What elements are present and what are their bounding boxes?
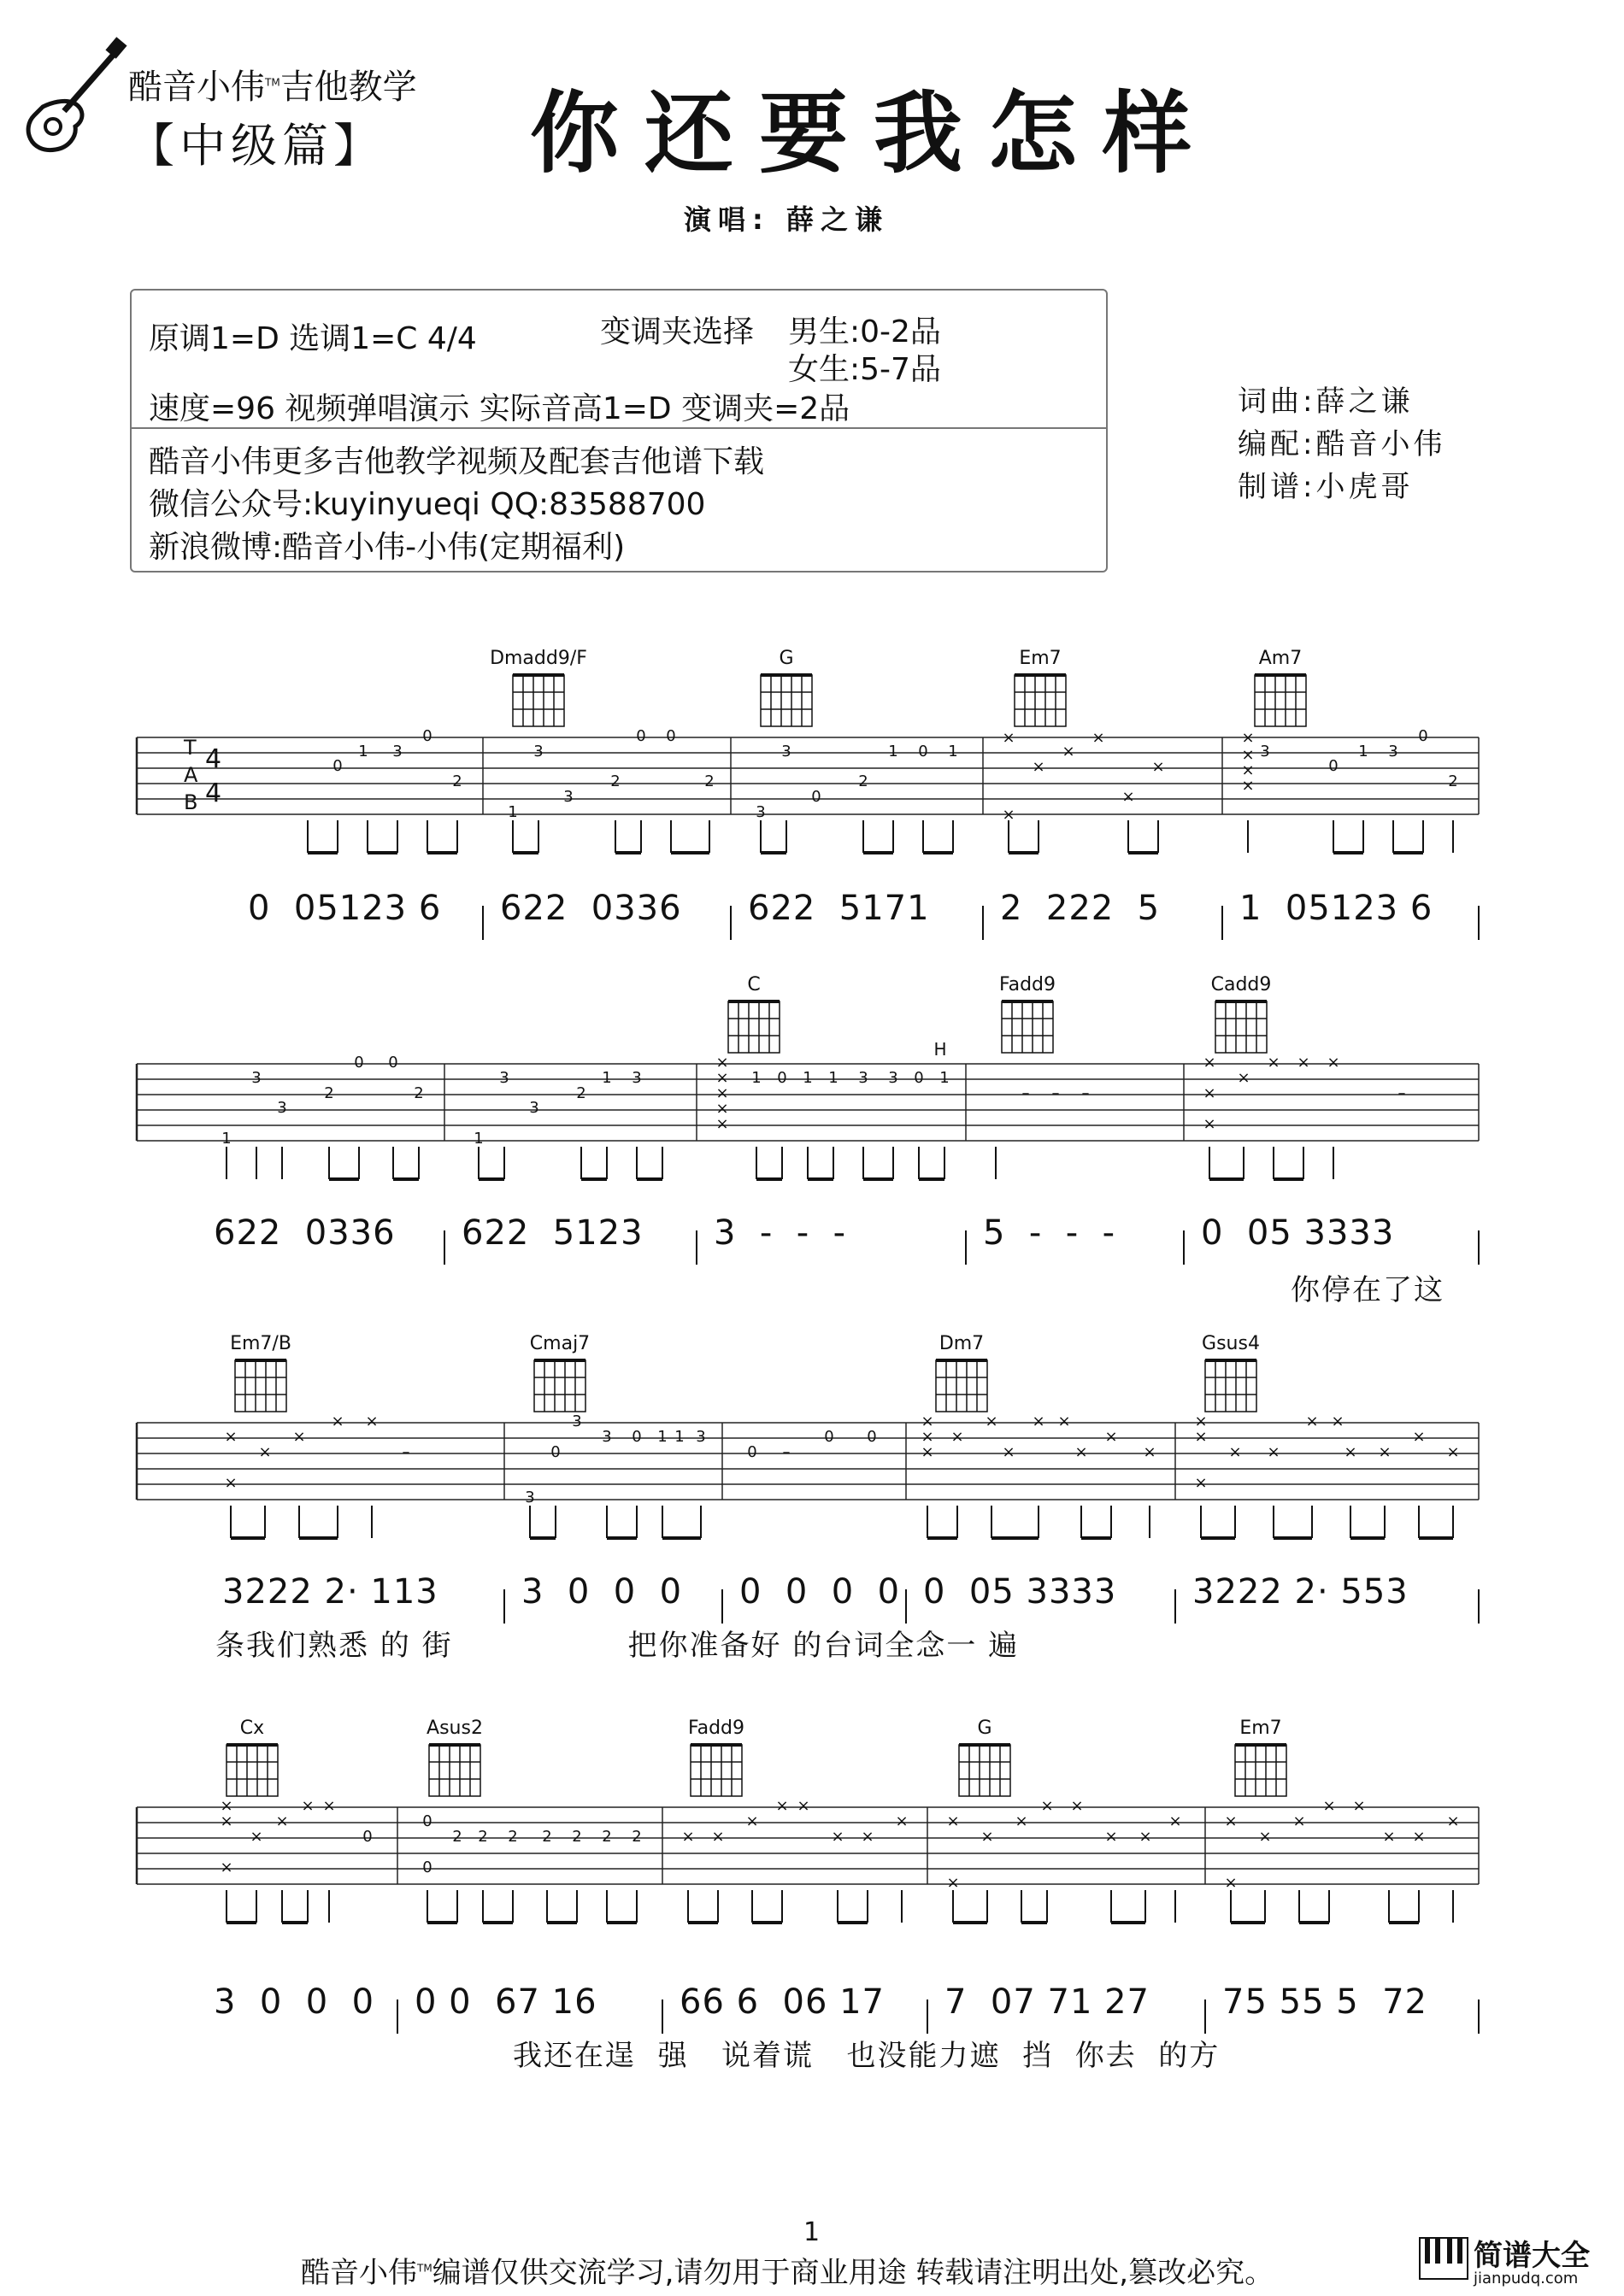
chord-name: Em7/B [230, 1333, 291, 1354]
brand-suffix: 吉他教学 [279, 68, 417, 107]
svg-text:×: × [1143, 1443, 1156, 1461]
svg-text:×: × [980, 1828, 994, 1846]
svg-text:3: 3 [529, 1099, 539, 1117]
svg-text:3: 3 [251, 1069, 262, 1087]
svg-text:0: 0 [747, 1443, 757, 1461]
site-logo[interactable] [1419, 2232, 1621, 2292]
footer-notice: 编谱仅供交流学习,请勿用于商业用途 转载请注明出处,篡改必究。 [432, 2256, 1274, 2290]
jianpu-measure: 75 55 5 72 [1222, 1982, 1428, 2022]
svg-text:3: 3 [1260, 743, 1270, 760]
svg-text:×: × [797, 1797, 810, 1815]
svg-text:×: × [715, 1069, 729, 1087]
svg-text:×: × [1267, 1054, 1280, 1072]
promo-line-3: 新浪微博:酷音小伟-小伟(定期福利) [149, 530, 626, 565]
svg-text:×: × [220, 1812, 233, 1830]
svg-text:×: × [946, 1874, 960, 1892]
svg-text:3: 3 [525, 1489, 535, 1506]
svg-text:1: 1 [602, 1069, 612, 1087]
svg-text:×: × [1104, 1428, 1118, 1446]
lyric-line: 我还在逞 强 说着谎 也没能力遮 挡 你去 的方 [513, 2039, 1221, 2073]
svg-text:×: × [301, 1797, 315, 1815]
chord-diagram [728, 1001, 1267, 1053]
footer-brand: 酷音小伟 [301, 2256, 417, 2290]
svg-text:×: × [861, 1828, 874, 1846]
brand-level: 【中级篇】 [128, 119, 385, 173]
svg-text:1: 1 [803, 1069, 813, 1087]
svg-text:×: × [1237, 1069, 1250, 1087]
chord-name: Cadd9 [1210, 974, 1272, 995]
svg-text:1: 1 [221, 1130, 232, 1148]
svg-text:3: 3 [533, 743, 544, 760]
brand-tm: TM [265, 76, 280, 89]
lyric-line: 你停在了这 [1291, 1273, 1445, 1307]
time-sig-top: 4 [205, 744, 222, 774]
promo-line-2: 微信公众号:kuyinyueqi QQ:83588700 [149, 487, 706, 522]
svg-text:2: 2 [572, 1828, 582, 1846]
svg-text:×: × [1194, 1428, 1208, 1446]
capo-male: 男生:0-2品 [788, 314, 941, 349]
svg-text:H: H [933, 1039, 947, 1060]
svg-text:×: × [220, 1859, 233, 1876]
svg-text:×: × [715, 1084, 729, 1102]
svg-text:1: 1 [751, 1069, 762, 1087]
jianpu-measure: 3222 2· 113 [222, 1572, 438, 1612]
svg-text:×: × [1121, 788, 1135, 806]
chord-name: Fadd9 [687, 1718, 745, 1739]
svg-text:×: × [250, 1828, 263, 1846]
svg-text:×: × [1446, 1443, 1460, 1461]
tab-staff [0, 1709, 1624, 2085]
svg-text:3: 3 [756, 803, 766, 821]
svg-text:×: × [1267, 1443, 1280, 1461]
svg-text:×: × [1352, 1797, 1366, 1815]
svg-text:×: × [1203, 1054, 1216, 1072]
svg-text:3: 3 [277, 1099, 287, 1117]
svg-text:×: × [715, 1100, 729, 1118]
svg-text:3: 3 [858, 1069, 868, 1087]
brand-name [128, 60, 417, 109]
svg-text:×: × [1241, 777, 1255, 795]
svg-text:3: 3 [632, 1069, 642, 1087]
svg-text:3: 3 [572, 1412, 582, 1430]
svg-text:×: × [711, 1828, 725, 1846]
tab-marks [332, 727, 1457, 824]
info-box [130, 289, 1108, 573]
svg-text:×: × [1168, 1812, 1182, 1830]
svg-text:×: × [1194, 1412, 1208, 1430]
svg-text:×: × [715, 1115, 729, 1133]
svg-text:–: – [402, 1443, 410, 1461]
svg-text:×: × [1241, 729, 1255, 747]
svg-text:×: × [1091, 729, 1105, 747]
chord-name: Dm7 [939, 1333, 985, 1354]
svg-text:×: × [365, 1412, 379, 1430]
jianpu-measure: 1 05123 6 [1239, 889, 1433, 928]
svg-text:3: 3 [392, 743, 403, 760]
svg-text:2: 2 [602, 1828, 612, 1846]
svg-text:×: × [1139, 1828, 1152, 1846]
svg-text:×: × [1241, 761, 1255, 779]
svg-text:×: × [292, 1428, 306, 1446]
svg-text:×: × [681, 1828, 695, 1846]
svg-text:×: × [1305, 1412, 1319, 1430]
svg-text:2: 2 [632, 1828, 642, 1846]
svg-text:0: 0 [362, 1828, 373, 1846]
jianpu-measure: 7 07 71 27 [944, 1982, 1150, 2022]
chord-name: Cx [239, 1718, 265, 1739]
svg-text:×: × [1062, 743, 1075, 760]
svg-text:0: 0 [811, 788, 821, 806]
svg-text:0: 0 [354, 1054, 364, 1072]
svg-text:×: × [1446, 1812, 1460, 1830]
svg-text:×: × [831, 1828, 844, 1846]
svg-text:3: 3 [499, 1069, 509, 1087]
svg-text:0: 0 [867, 1428, 877, 1446]
svg-text:3: 3 [696, 1428, 706, 1446]
svg-text:×: × [985, 1412, 998, 1430]
svg-text:2: 2 [508, 1828, 518, 1846]
chord-name: Asus2 [427, 1718, 483, 1739]
svg-text:3: 3 [563, 788, 574, 806]
svg-text:1: 1 [1358, 743, 1368, 760]
svg-text:0: 0 [914, 1069, 924, 1087]
svg-text:×: × [1032, 758, 1045, 776]
capo-female: 女生:5-7品 [788, 352, 941, 387]
piano-icon [1419, 2237, 1468, 2280]
jianpu-measure: 622 5123 [462, 1213, 644, 1253]
svg-text:×: × [1344, 1443, 1357, 1461]
jianpu-measure: 0 05 3333 [1201, 1213, 1395, 1253]
svg-text:×: × [1382, 1828, 1396, 1846]
svg-text:×: × [1292, 1812, 1306, 1830]
credit-transcriber: 制谱:小虎哥 [1238, 470, 1414, 504]
svg-text:1: 1 [358, 743, 368, 760]
rhythm-stems [308, 820, 1453, 853]
svg-text:×: × [224, 1428, 238, 1446]
capo-label: 变调夹选择 [600, 314, 755, 349]
tab-letter-t: T [184, 736, 197, 760]
svg-text:×: × [1224, 1874, 1238, 1892]
jianpu-measure: 0 05123 6 [248, 889, 442, 928]
svg-text:×: × [1203, 1115, 1216, 1133]
song-title: 你还要我怎样 [530, 80, 1218, 185]
system-4 [0, 1709, 1624, 2085]
svg-text:–: – [782, 1443, 791, 1461]
svg-text:0: 0 [1418, 727, 1428, 745]
svg-text:–: – [1021, 1084, 1030, 1102]
jianpu-measure: 622 0336 [214, 1213, 396, 1253]
svg-text:2: 2 [452, 1828, 462, 1846]
svg-text:1: 1 [474, 1130, 484, 1148]
info-divider [132, 427, 1106, 429]
jianpu-measure: 0 0 0 0 [739, 1572, 901, 1612]
svg-text:×: × [715, 1054, 729, 1072]
chord-name: G [977, 1718, 992, 1739]
svg-text:×: × [275, 1812, 289, 1830]
chord-diagram [513, 675, 1306, 726]
svg-text:2: 2 [576, 1084, 586, 1102]
svg-text:×: × [1002, 729, 1015, 747]
svg-text:×: × [775, 1797, 789, 1815]
svg-text:2: 2 [452, 772, 462, 790]
svg-text:0: 0 [388, 1054, 398, 1072]
svg-text:0: 0 [332, 757, 343, 775]
footer-tm: TM [417, 2262, 432, 2275]
svg-text:2: 2 [1448, 772, 1458, 790]
staff-lines [137, 737, 1479, 814]
svg-text:2: 2 [414, 1084, 424, 1102]
chord-name: Fadd9 [998, 974, 1056, 995]
svg-text:×: × [921, 1412, 934, 1430]
svg-text:×: × [1002, 1443, 1015, 1461]
chord-name: G [779, 648, 794, 669]
svg-text:×: × [1203, 1084, 1216, 1102]
svg-text:3: 3 [888, 1069, 898, 1087]
svg-text:1: 1 [939, 1069, 950, 1087]
svg-text:–: – [1081, 1084, 1090, 1102]
svg-text:×: × [331, 1412, 344, 1430]
tab-letter-b: B [184, 790, 198, 814]
svg-text:×: × [1104, 1828, 1118, 1846]
svg-text:×: × [1327, 1054, 1340, 1072]
jianpu-measure: 622 5171 [748, 889, 930, 928]
svg-text:0: 0 [636, 727, 646, 745]
svg-text:0: 0 [918, 743, 928, 760]
svg-text:×: × [1297, 1054, 1310, 1072]
svg-text:×: × [1228, 1443, 1242, 1461]
jianpu-measure: 3 - - - [714, 1213, 847, 1253]
svg-text:×: × [1057, 1412, 1071, 1430]
tab-letter-a: A [184, 763, 198, 787]
svg-text:×: × [1412, 1428, 1426, 1446]
jianpu-measure: 66 6 06 17 [680, 1982, 886, 2022]
svg-text:2: 2 [704, 772, 715, 790]
svg-text:×: × [1074, 1443, 1088, 1461]
chord-name: Am7 [1258, 648, 1303, 669]
svg-text:2: 2 [858, 772, 868, 790]
svg-text:×: × [950, 1428, 964, 1446]
svg-text:0: 0 [824, 1428, 834, 1446]
svg-text:×: × [1331, 1412, 1345, 1430]
guitar-logo-icon [17, 34, 128, 162]
jianpu-measure: 2 222 5 [1000, 889, 1161, 928]
tempo-info: 速度=96 视频弹唱演示 实际音高1=D 变调夹=2品 [149, 391, 850, 426]
chord-name: Gsus4 [1202, 1333, 1260, 1354]
credit-arrangement: 编配:酷音小伟 [1238, 427, 1446, 461]
svg-text:×: × [1322, 1797, 1336, 1815]
svg-text:3: 3 [1388, 743, 1398, 760]
svg-text:×: × [258, 1443, 272, 1461]
logo-url: jianpudq.com [1474, 2270, 1579, 2287]
svg-text:1: 1 [674, 1428, 685, 1446]
svg-text:3: 3 [602, 1428, 612, 1446]
svg-text:1: 1 [828, 1069, 838, 1087]
svg-text:2: 2 [542, 1828, 552, 1846]
promo-line-1: 酷音小伟更多吉他教学视频及配套吉他谱下载 [149, 444, 765, 479]
svg-text:0: 0 [550, 1443, 561, 1461]
svg-text:0: 0 [422, 1812, 432, 1830]
system-1 [0, 632, 1624, 974]
svg-text:0: 0 [632, 1428, 642, 1446]
chord-name: C [747, 974, 761, 995]
svg-text:1: 1 [948, 743, 958, 760]
time-sig-bottom: 4 [205, 778, 222, 808]
svg-text:×: × [1378, 1443, 1392, 1461]
jianpu-measure: 0 05 3333 [923, 1572, 1117, 1612]
key-info: 原调1=D 选调1=C 4/4 [149, 321, 477, 356]
svg-text:×: × [1258, 1828, 1272, 1846]
svg-text:×: × [1151, 758, 1165, 776]
svg-text:×: × [220, 1797, 233, 1815]
system-3 [0, 1324, 1624, 1683]
svg-text:–: – [1051, 1084, 1060, 1102]
svg-text:1: 1 [508, 803, 518, 821]
svg-text:2: 2 [478, 1828, 488, 1846]
jianpu-measure: 3222 2· 553 [1192, 1572, 1409, 1612]
svg-text:1: 1 [657, 1428, 668, 1446]
svg-text:×: × [322, 1797, 336, 1815]
svg-text:–: – [1397, 1084, 1406, 1102]
svg-text:×: × [1241, 746, 1255, 764]
brand-name-text: 酷音小伟 [128, 68, 265, 107]
svg-text:×: × [1412, 1828, 1426, 1846]
svg-text:0: 0 [422, 727, 432, 745]
chord-name: Dmadd9/F [490, 648, 587, 669]
svg-text:×: × [224, 1474, 238, 1492]
jianpu-measure: 5 - - - [983, 1213, 1116, 1253]
svg-text:×: × [745, 1812, 759, 1830]
svg-text:×: × [1032, 1412, 1045, 1430]
svg-text:0: 0 [777, 1069, 787, 1087]
svg-text:2: 2 [610, 772, 621, 790]
svg-text:×: × [1224, 1812, 1238, 1830]
chord-name: Em7 [1019, 648, 1062, 669]
svg-text:×: × [1002, 806, 1015, 824]
chord-name: Em7 [1239, 1718, 1282, 1739]
chord-name: Cmaj7 [529, 1333, 591, 1354]
footer-copyright [301, 2249, 1274, 2291]
svg-text:×: × [921, 1428, 934, 1446]
jianpu-measure: 0 0 67 16 [415, 1982, 597, 2022]
svg-text:2: 2 [324, 1084, 334, 1102]
singer-credit: 演唱: 薛之谦 [684, 203, 889, 236]
lyric-line: 条我们熟悉 的 街 把你准备好 的台词全念一 遍 [215, 1629, 1020, 1663]
jianpu-measure: 622 0336 [500, 889, 682, 928]
svg-text:3: 3 [781, 743, 791, 760]
svg-text:0: 0 [666, 727, 676, 745]
svg-text:1: 1 [888, 743, 898, 760]
svg-text:×: × [946, 1812, 960, 1830]
svg-text:0: 0 [1328, 757, 1339, 775]
system-2 [0, 966, 1624, 1324]
svg-text:×: × [1070, 1797, 1084, 1815]
svg-text:×: × [1194, 1474, 1208, 1492]
logo-text: 简谱大全 [1474, 2239, 1590, 2273]
svg-text:0: 0 [422, 1859, 432, 1876]
svg-text:×: × [1015, 1812, 1028, 1830]
jianpu-measure: 3 0 0 0 [214, 1982, 375, 2022]
jianpu-measure: 3 0 0 0 [521, 1572, 683, 1612]
credit-lyrics-music: 词曲:薛之谦 [1238, 385, 1414, 419]
svg-text:×: × [895, 1812, 909, 1830]
svg-text:×: × [1040, 1797, 1054, 1815]
svg-text:×: × [921, 1443, 934, 1461]
page-number: 1 [803, 2217, 821, 2247]
